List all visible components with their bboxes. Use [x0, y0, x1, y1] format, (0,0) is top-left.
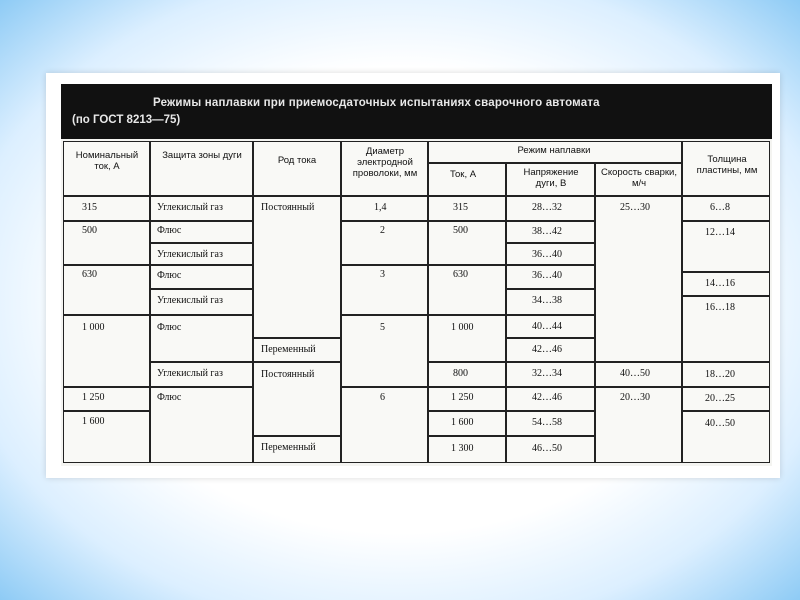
cell-diameter	[341, 196, 428, 221]
cell-diameter	[341, 315, 428, 387]
cell-text: 6…8	[710, 202, 730, 213]
cell-text: 315	[82, 202, 97, 213]
cell-text: Постоянный	[261, 369, 315, 380]
cell-text: 20…25	[705, 393, 735, 404]
col-header-wire-diameter	[341, 141, 428, 196]
cell-text: 500	[453, 225, 468, 236]
cell-nominal	[63, 265, 150, 315]
cell-text: Переменный	[261, 442, 316, 453]
cell-text: 38…42	[532, 226, 562, 237]
cell-protection	[150, 265, 253, 289]
cell-protection	[150, 243, 253, 265]
col-header-text: Толщина пластины, мм	[696, 154, 758, 176]
cell-text: 34…38	[532, 295, 562, 306]
cell-nominal	[63, 315, 150, 387]
cell-text: Постоянный	[261, 202, 315, 213]
cell-text: Углекислый газ	[157, 368, 223, 379]
cell-protection	[150, 362, 253, 387]
col-header-text: Номинальный ток, А	[75, 150, 139, 172]
cell-voltage	[506, 196, 595, 221]
cell-voltage	[506, 362, 595, 387]
cell-nominal	[63, 221, 150, 265]
col-header-text: Скорость сварки, м/ч	[600, 167, 678, 189]
table-standard-ref: (по ГОСТ 8213—75)	[72, 114, 181, 126]
cell-text: 6	[380, 392, 385, 403]
cell-text: 1,4	[374, 202, 387, 213]
cell-text: 1 300	[451, 443, 474, 454]
cell-text: Углекислый газ	[157, 202, 223, 213]
cell-text: 5	[380, 322, 385, 333]
cell-thickness	[682, 196, 770, 221]
cell-text: 14…16	[705, 278, 735, 289]
slide-frame	[46, 73, 780, 478]
cell-voltage	[506, 387, 595, 411]
cell-speed	[595, 196, 682, 362]
cell-text: 16…18	[705, 302, 735, 313]
cell-current-type	[253, 338, 341, 362]
cell-text: 500	[82, 225, 97, 236]
col-header-text: Режим наплавки	[517, 145, 591, 156]
cell-current-type	[253, 196, 341, 338]
cell-current	[428, 362, 506, 387]
cell-thickness	[682, 272, 770, 296]
col-header-arc-protection	[150, 141, 253, 196]
cell-diameter	[341, 387, 428, 463]
col-header-text: Защита зоны дуги	[162, 150, 242, 161]
col-header-current-type	[253, 141, 341, 196]
cell-text: 54…58	[532, 417, 562, 428]
cell-text: 28…32	[532, 202, 562, 213]
cell-text: Переменный	[261, 344, 316, 355]
cell-thickness	[682, 221, 770, 272]
cell-protection	[150, 221, 253, 243]
cell-text: 1 600	[82, 416, 105, 427]
cell-text: Углекислый газ	[157, 249, 223, 260]
cell-protection	[150, 387, 253, 463]
cell-current-type	[253, 436, 341, 463]
cell-current	[428, 315, 506, 362]
cell-text: 1 250	[82, 392, 105, 403]
cell-text: 36…40	[532, 249, 562, 260]
col-header-text: Ток, А	[449, 169, 477, 180]
cell-voltage	[506, 315, 595, 338]
cell-text: 12…14	[705, 227, 735, 238]
cell-text: Углекислый газ	[157, 295, 223, 306]
cell-voltage	[506, 289, 595, 315]
cell-text: 42…46	[532, 392, 562, 403]
cell-voltage	[506, 221, 595, 243]
cell-text: 1 000	[451, 322, 474, 333]
cell-diameter	[341, 265, 428, 315]
cell-text: 40…50	[705, 418, 735, 429]
cell-text: 46…50	[532, 443, 562, 454]
cell-current	[428, 411, 506, 436]
cell-text: Флюс	[157, 322, 182, 333]
cell-voltage	[506, 243, 595, 265]
cell-current	[428, 221, 506, 265]
cell-text: 630	[453, 269, 468, 280]
table-title: Режимы наплавки при приемосдаточных испытаниях сварочного автомата	[153, 97, 600, 109]
cell-thickness	[682, 362, 770, 387]
cell-text: Флюс	[157, 392, 182, 403]
scanned-table-figure	[61, 84, 772, 466]
col-header-current	[428, 163, 506, 196]
cell-current	[428, 436, 506, 463]
cell-speed	[595, 387, 682, 463]
col-header-text: Род тока	[277, 155, 317, 166]
cell-nominal	[63, 196, 150, 221]
cell-text: 630	[82, 269, 97, 280]
cell-text: 3	[380, 269, 385, 280]
cell-diameter	[341, 221, 428, 265]
welding-modes-table	[61, 84, 772, 466]
cell-text: 40…50	[620, 368, 650, 379]
col-header-weld-speed	[595, 163, 682, 196]
cell-voltage	[506, 265, 595, 289]
cell-text: Флюс	[157, 270, 182, 281]
cell-nominal	[63, 387, 150, 411]
cell-current-type	[253, 362, 341, 436]
cell-text: Флюс	[157, 225, 182, 236]
cell-thickness	[682, 387, 770, 411]
cell-voltage	[506, 338, 595, 362]
cell-voltage	[506, 411, 595, 436]
col-header-text: Напряжение дуги, В	[523, 167, 579, 189]
cell-text: 32…34	[532, 368, 562, 379]
cell-text: 1 250	[451, 392, 474, 403]
col-header-nominal-current	[63, 141, 150, 196]
cell-text: 40…44	[532, 321, 562, 332]
cell-current	[428, 265, 506, 315]
cell-voltage	[506, 436, 595, 463]
cell-text: 18…20	[705, 369, 735, 380]
cell-text: 800	[453, 368, 468, 379]
cell-text: 20…30	[620, 392, 650, 403]
col-header-arc-voltage	[506, 163, 595, 196]
cell-protection	[150, 196, 253, 221]
cell-current	[428, 196, 506, 221]
cell-speed	[595, 362, 682, 387]
cell-text: 36…40	[532, 270, 562, 281]
cell-nominal	[63, 411, 150, 463]
cell-text: 2	[380, 225, 385, 236]
cell-protection	[150, 315, 253, 362]
col-header-plate-thickness	[682, 141, 770, 196]
cell-text: 42…46	[532, 344, 562, 355]
cell-text: 1 600	[451, 417, 474, 428]
cell-text: 25…30	[620, 202, 650, 213]
cell-thickness	[682, 296, 770, 362]
cell-text: 1 000	[82, 322, 105, 333]
cell-text: 315	[453, 202, 468, 213]
col-header-text: Диаметр электродной проволоки, мм	[352, 146, 418, 179]
cell-thickness	[682, 411, 770, 463]
cell-protection	[150, 289, 253, 315]
col-header-mode-group	[428, 141, 682, 163]
cell-current	[428, 387, 506, 411]
